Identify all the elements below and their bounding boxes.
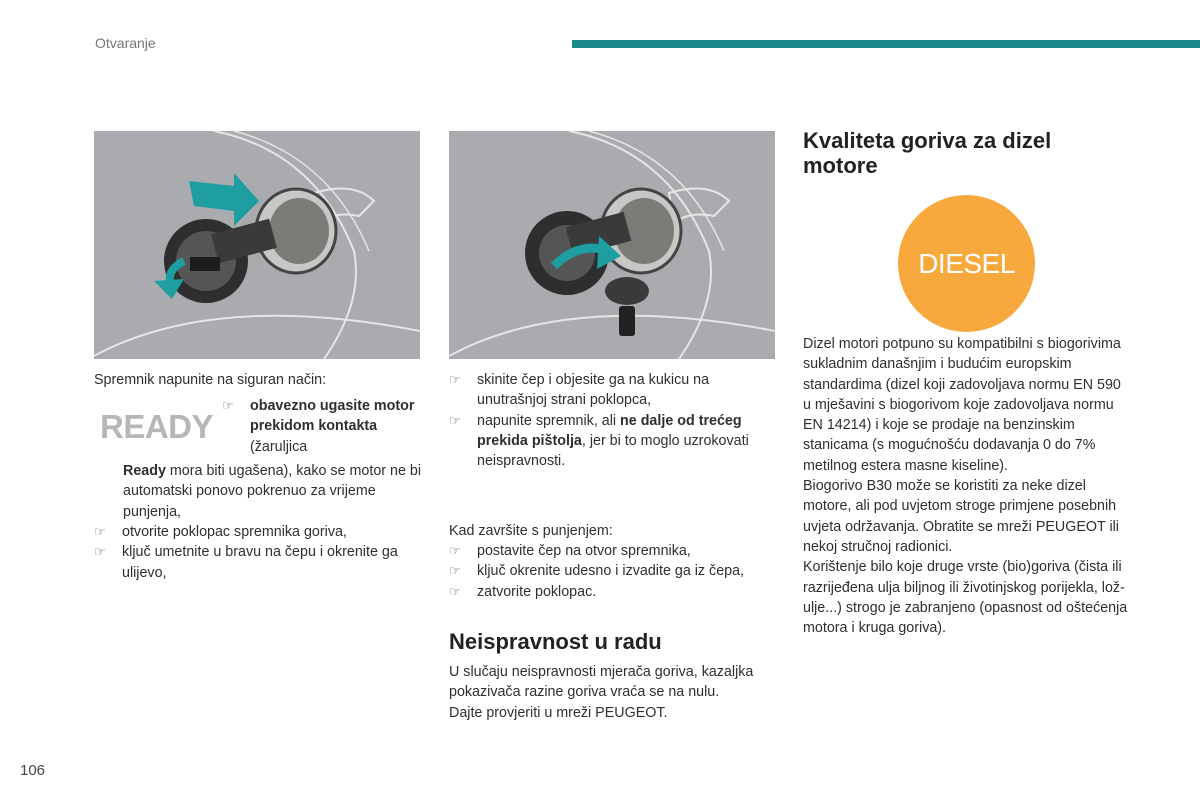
ready-logo: READY	[100, 408, 214, 445]
bullet-text: otvorite poklopac spremnika goriva,	[122, 524, 347, 540]
after-filling-title: Kad završite s punjenjem:	[449, 523, 613, 539]
bullet-bold-text: ne dalje od trećeg prekida pištolja	[477, 412, 742, 449]
pointing-hand-icon: ☞	[449, 563, 461, 579]
page-number: 106	[20, 762, 46, 779]
list-item	[94, 542, 424, 583]
fuel-flap-illustration-2	[449, 131, 775, 359]
ready-word: Ready	[123, 463, 166, 479]
diesel-paragraph-3: Korištenje bilo koje druge vrste (bio)goriva (čista ili razrijeđena ulja biljnog ili životinjskog porijekla, lož-ulje...) strogo je zabranjeno (opasnost od oštećenja motora i kruga goriva).	[803, 559, 1128, 637]
bullet-text: , jer bi to moglo uzrokovati neispravnosti.	[477, 432, 749, 470]
list-item	[449, 582, 779, 602]
list-item	[449, 411, 779, 472]
bullet-text: postavite čep na otvor spremnika,	[477, 543, 691, 559]
col1-ready-cont	[123, 461, 423, 522]
list-item	[94, 522, 424, 542]
bullet1-bold: obavezno ugasite motor prekidom kontakta	[250, 398, 415, 435]
diesel-text	[803, 334, 1128, 638]
diesel-paragraph-1: Dizel motori potpuno su kompatibilni s biogorivima sukladnim današnjim i budućim europskim standardima (dizel koji zadovoljava normu EN 590 u mješavini s biogorivom koje zadovoljava normu EN 14214) i koje se prodaje na benzinskim stanicama (s mogućnošću dodavanja 0 do 7% metilnog estera masne kiseline).	[803, 336, 1121, 474]
list-item	[449, 541, 779, 561]
bullet-text: ključ okrenite udesno i izvadite ga iz čepa,	[477, 563, 745, 580]
pointing-hand-icon: ☞	[449, 543, 461, 558]
diesel-logo-text: DIESEL	[918, 247, 1015, 279]
pointing-hand-icon: ☞	[94, 524, 106, 539]
pointing-hand-icon: ☞	[94, 544, 106, 560]
malfunction-paragraph: U slučaju neispravnosti mjerača goriva, kazaljka pokazivača razine goriva vraća se na nulu.	[449, 664, 754, 701]
pointing-hand-icon: ☞	[449, 372, 461, 387]
bullet-text: skinite čep i objesite ga na kukicu na unutrašnjoj strani poklopca,	[477, 372, 710, 409]
bullet-text: zatvorite poklopac.	[477, 583, 597, 600]
list-item	[449, 370, 779, 411]
after-filling-list	[449, 541, 779, 602]
col2-bullets	[449, 370, 779, 471]
col1-bullet1	[222, 396, 422, 457]
malfunction-paragraph-2: Dajte provjeriti u mreži PEUGEOT.	[449, 704, 668, 721]
pointing-hand-icon: ☞	[449, 583, 461, 599]
col1-bullets	[94, 522, 424, 583]
bullet-text: ključ umetnite u bravu na čepu i okrenite ga ulijevo,	[122, 544, 398, 581]
header-rule	[572, 40, 1200, 48]
malfunction-heading: Neispravnost u radu	[449, 629, 662, 654]
bullet1-after: (žaruljica	[250, 438, 308, 455]
fuel-flap-illustration-1	[94, 131, 420, 359]
diesel-logo	[898, 195, 1035, 332]
pointing-hand-icon: ☞	[449, 412, 461, 428]
pointing-hand-icon: ☞	[222, 398, 234, 413]
col1-intro: Spremnik napunite na siguran način:	[94, 372, 327, 388]
section-label: Otvaranje	[95, 35, 156, 51]
diesel-paragraph-2: Biogorivo B30 može se koristiti za neke dizel motore, ali pod uvjetom stroge primjene posebnih uvjeta održavanja. Obratite se mreži PEUGEOT ili nekoj stručnoj radionici.	[803, 478, 1119, 555]
diesel-heading: Kvaliteta goriva za dizel motore	[803, 128, 1052, 178]
list-item	[449, 561, 779, 581]
malfunction-text	[449, 662, 779, 723]
ready-continuation: mora biti ugašena), kako se motor ne bi automatski ponovo pokrenuo za vrijeme punjenja,	[123, 463, 422, 520]
bullet-text: napunite spremnik, ali	[477, 412, 621, 429]
